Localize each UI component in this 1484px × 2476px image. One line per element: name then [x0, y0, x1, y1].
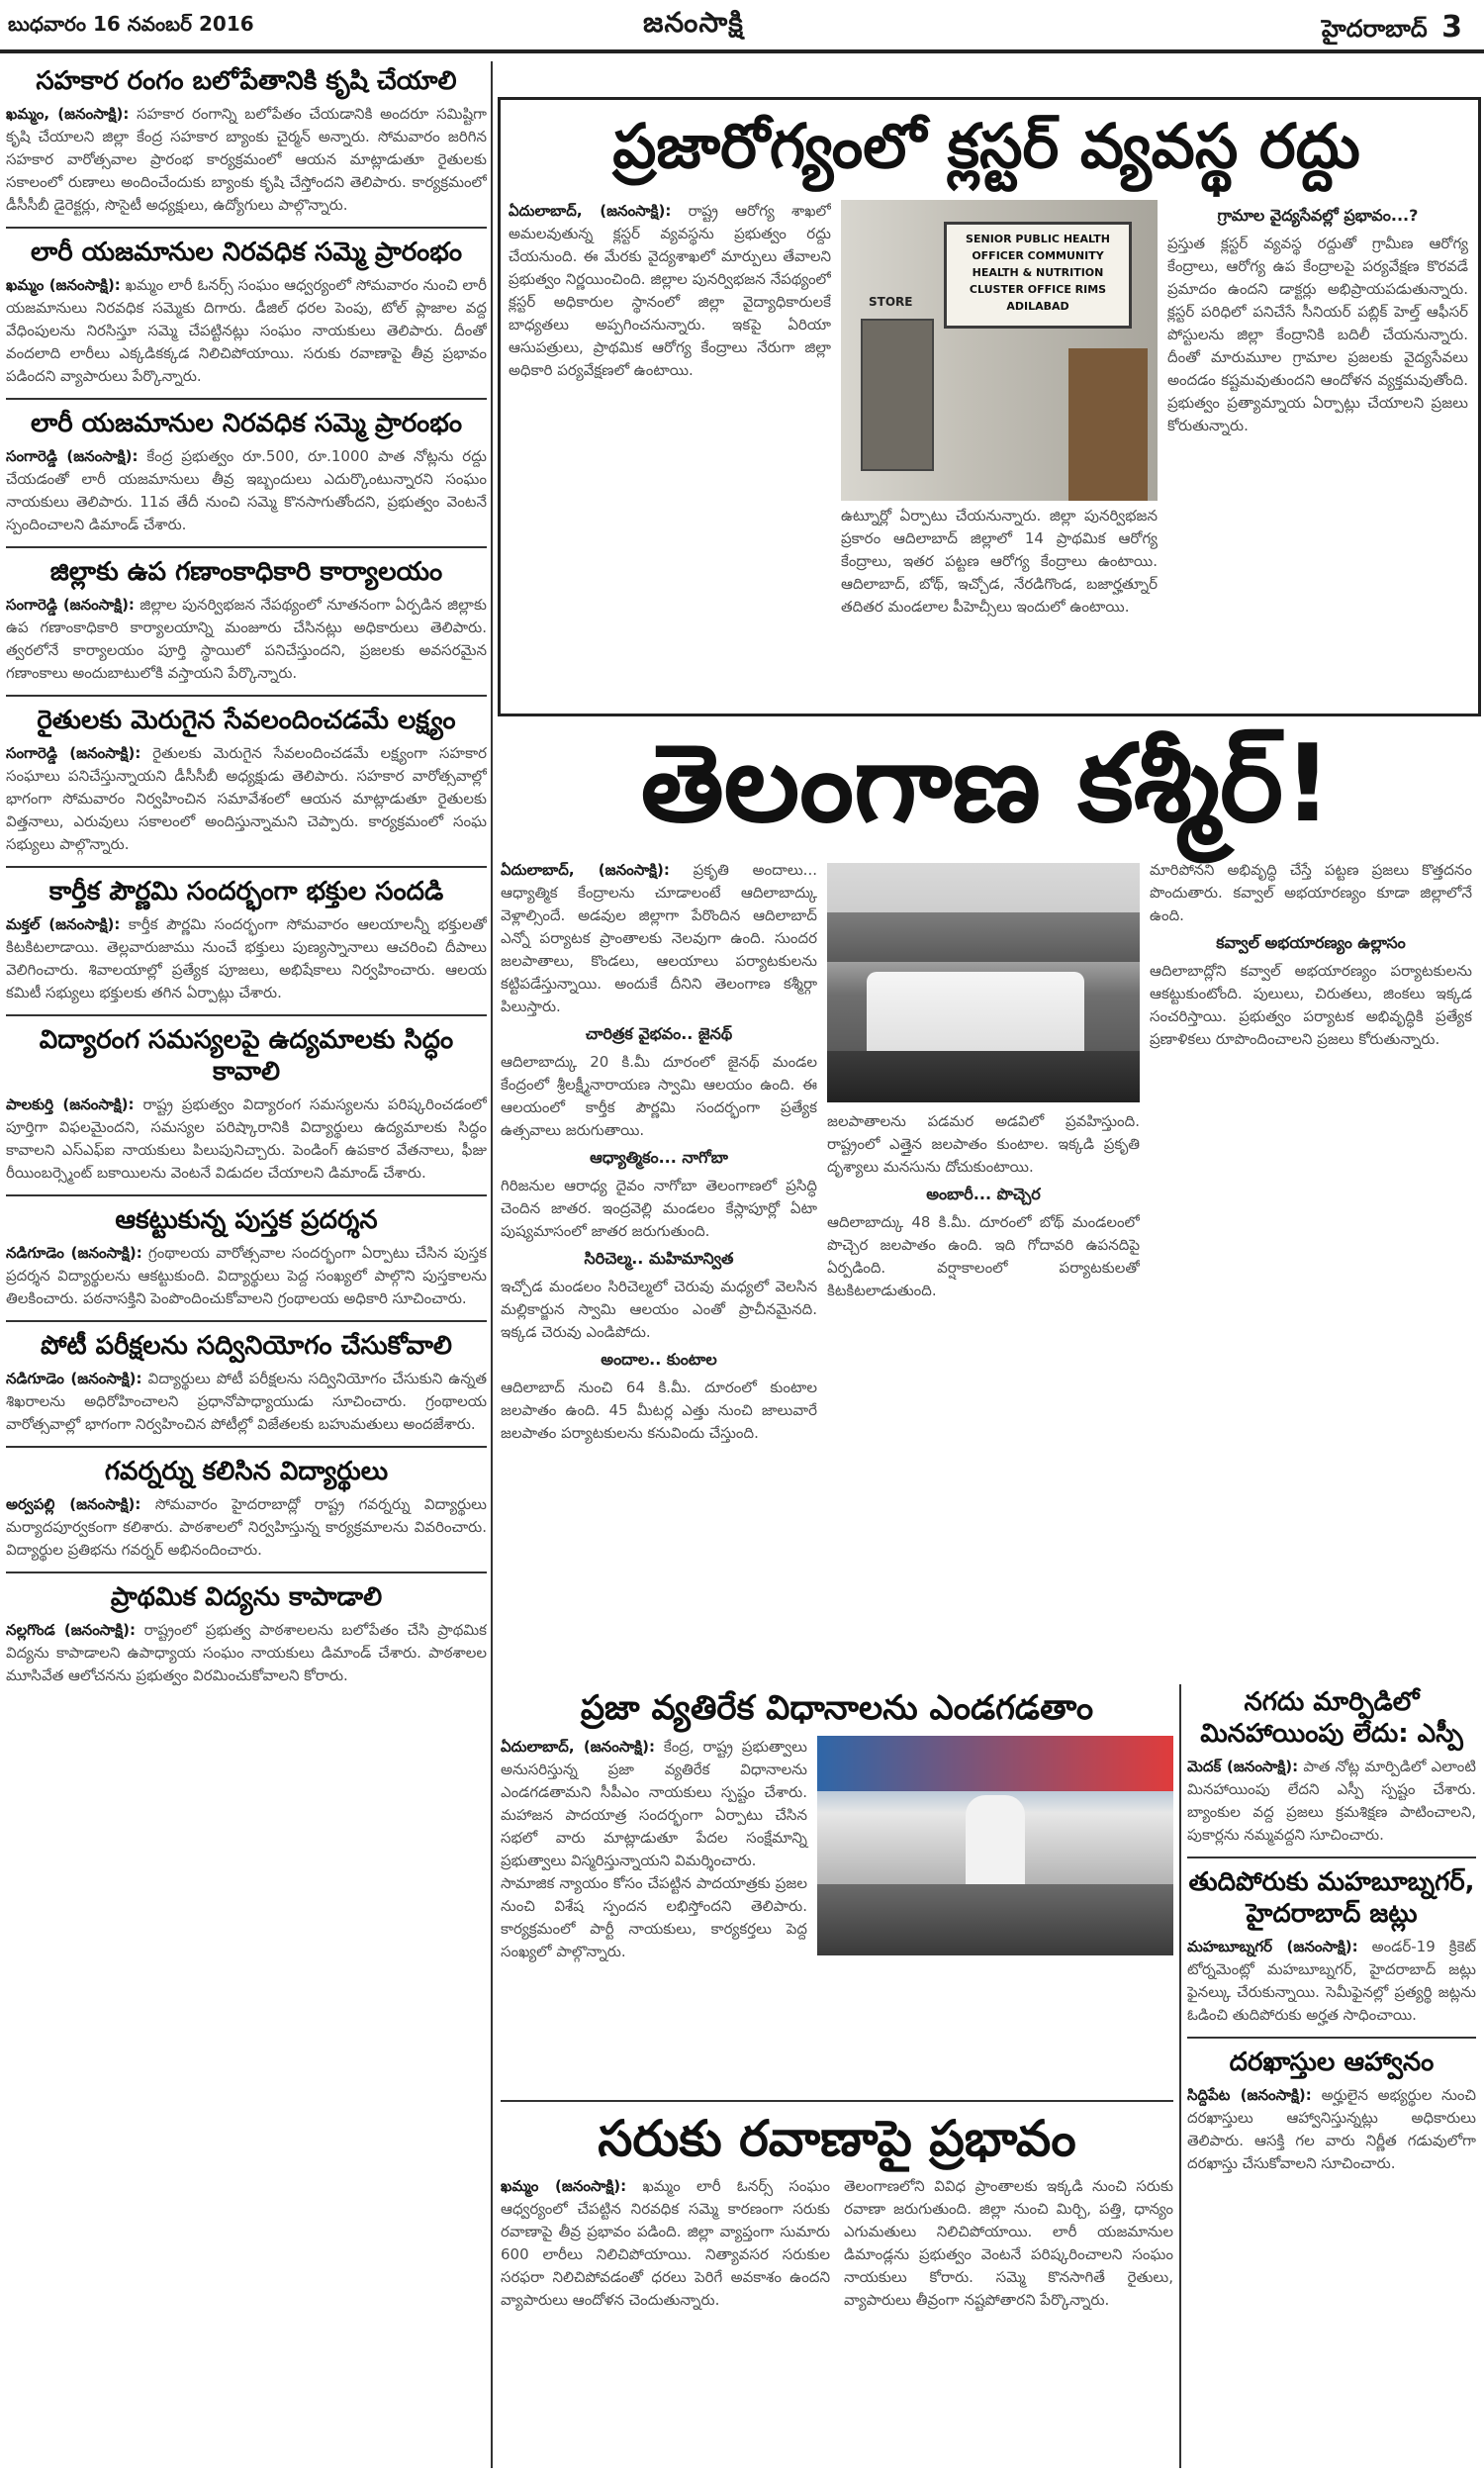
body-text: గ్రంథాలయ వారోత్సవాల సందర్భంగా ఏర్పాటు చేసిన పుస్తక ప్రదర్శన విద్యార్థులను ఆకట్టుకుంది. విద్యార్థులు పెద్ద సంఖ్యలో పాల్గొని పుస్తకాలను తిలకించారు. పఠనాసక్తిని పెంపొందించుకోవాలని గ్రంథాలయ అధికారి సూచించారు.: [6, 1244, 487, 1307]
masthead: [0, 0, 1484, 51]
clinic-photo: [841, 200, 1158, 501]
divider: [6, 1194, 487, 1196]
dateline: ఏదులాబాద్, (జనంసాక్షి):: [509, 202, 672, 220]
top-story-col1: [509, 200, 831, 703]
top-story-col3: [1167, 200, 1468, 703]
article-body: మారిపోనని అభివృద్ధి చేస్తే పట్టణ ప్రజలు కొత్తదనం పొందుతారు. కవ్వాల్ అభయారణ్యం కూడా జిల్లాలోనే ఉంది.: [1150, 861, 1472, 924]
store-door: [861, 319, 934, 471]
headline: లారీ యజమానుల నిరవధిక సమ్మె ప్రారంభం: [30, 409, 463, 438]
article-body: [1187, 2084, 1476, 2175]
subhead: సిరిచెల్మ.. మహిమాన్విత: [584, 1249, 734, 1268]
article-lorry-khammam: [6, 237, 487, 388]
body-text: పాత నోట్ల మార్పిడిలో ఎలాంటి మినహాయింపు లేదని ఎస్పీ స్పష్టం చేశారు. బ్యాంకుల వద్ద ప్రజలు క్రమశిక్షణ పాటించాలని, పుకార్లను నమ్మవద్దని సూచించారు.: [1187, 1758, 1476, 1844]
article-body: [6, 594, 487, 685]
kashmir-headline: తెలంగాణ కశ్మీర్!: [640, 722, 1333, 846]
signboard: SENIOR PUBLIC HEALTH OFFICER COMMUNITY HEALTH & NUTRITION CLUSTER OFFICE RIMS ADILABAD: [944, 222, 1132, 329]
dateline: ఖమ్మం (జనంసాక్షి):: [501, 2177, 627, 2195]
divider: [1187, 2037, 1476, 2039]
headline: తుదిపోరుకు మహబూబ్నగర్, హైదరాబాద్ జట్లు: [1188, 1867, 1475, 1929]
column-divider: [491, 61, 493, 2468]
page-number: 3: [1441, 10, 1462, 45]
article-nagadu: [1187, 1686, 1476, 1847]
subhead: చారిత్రక వైభవం.. జైనథ్: [585, 1024, 733, 1043]
dateline: ఏదులాబాద్, (జనంసాక్షి):: [501, 861, 670, 879]
divider: [6, 1571, 487, 1573]
store-label: STORE: [869, 295, 913, 309]
article-vidyaranga: [6, 1024, 487, 1185]
article-prathamika: [6, 1581, 487, 1687]
divider: [6, 1320, 487, 1322]
article-body: [6, 274, 487, 388]
rocks: [827, 1051, 1140, 1102]
issue-date: బుధవారం 16 నవంబర్ 2016: [8, 12, 254, 36]
headline: జిల్లాకు ఉప గణాంకాధికారి కార్యాలయం: [49, 557, 443, 587]
article-body: [1187, 1756, 1476, 1847]
body-text: ఖమ్మం లారీ ఓనర్స్ సంఘం ఆధ్వర్యంలో సోమవారం నుంచి లారీ యజమానులు నిరవధిక సమ్మెకు దిగారు. డీజిల్ ధరల పెంపు, టోల్ ప్లాజాల వద్ద వేధింపులను నిరసిస్తూ సమ్మె చేపట్టినట్లు సంఘం నాయకులు తెలిపారు. దీంతో వందలాది లారీలు ఎక్కడికక్కడ నిలిచిపోయాయి. సరుకు రవాణాపై తీవ్ర ప్రభావం పడిందని వ్యాపారులు పేర్కొన్నారు.: [6, 276, 487, 385]
divider: [6, 1446, 487, 1448]
body-text: రైతులకు మెరుగైన సేవలందించడమే లక్ష్యంగా సహకార సంఘాలు పనిచేస్తున్నాయని డీసీసీబీ అధ్యక్షుడు తెలిపారు. సహకార వారోత్సవాల్లో భాగంగా సోమవారం నిర్వహించిన సమావేశంలో ఆయన మాట్లాడుతూ రైతులకు విత్తనాలు, ఎరువులు సకాలంలో అందిస్తున్నామని చెప్పారు. కార్యక్రమంలో సంఘ సభ్యులు పాల్గొన్నారు.: [6, 744, 487, 853]
article-body: గిరిజనుల ఆరాధ్య దైవం నాగోబా తెలంగాణలో ప్రసిద్ధి చెందిన జాతర. ఇంద్రవెల్లి మండలం కేస్లాపూర్లో ఏటా పుష్యమాసంలో జాతర జరుగుతుంది.: [501, 1177, 817, 1240]
dateline: సంగారెడ్డి (జనంసాక్షి):: [6, 596, 135, 614]
article-body: [501, 859, 817, 1018]
headline: ఆకట్టుకున్న పుస్తక ప్రదర్శన: [115, 1205, 378, 1235]
treeline: [827, 912, 1140, 962]
headline: గవర్నర్ను కలిసిన విద్యార్థులు: [104, 1457, 389, 1486]
article-body: [501, 2175, 830, 2312]
article-body: [6, 445, 487, 536]
article-body: ప్రస్తుత క్లస్టర్ వ్యవస్థ రద్దుతో గ్రామీణ ఆరోగ్య కేంద్రాలు, ఆరోగ్య ఉప కేంద్రాలపై పర్యవేక్షణ కొరవడే ప్రమాదం ఉందని డాక్టర్లు అభిప్రాయపడుతున్నారు. క్లస్టర్ పరిధిలో పనిచేసే సీనియర్ పబ్లిక్ హెల్త్ ఆఫీసర్ పోస్టులను జిల్లా కేంద్రానికి బదిలీ చేయనున్నారు. దీంతో మారుమూల గ్రామాల ప్రజలకు వైద్యసేవలు అందడం కష్టమవుతుందని ఆందోళన వ్యక్తమవుతోంది. ప్రభుత్వం ప్రత్యామ్నాయ ఏర్పాట్లు చేయాలని ప్రజలు కోరుతున్నారు.: [1167, 235, 1468, 434]
subhead: ఆధ్యాత్మికం... నాగోబా: [590, 1148, 728, 1167]
waterfall-photo: [827, 863, 1140, 1102]
headline: నగదు మార్పిడిలో మినహాయింపు లేదు: ఎస్పీ: [1200, 1687, 1463, 1749]
dateline: మహబూబ్నగర్ (జనంసాక్షి):: [1187, 1938, 1358, 1955]
divider: [6, 227, 487, 229]
divider: [6, 398, 487, 400]
body-text: రాష్ట్రంలో ప్రభుత్వ పాఠశాలలను బలోపేతం చేసి ప్రాథమిక విద్యను కాపాడాలని ఉపాధ్యాయ సంఘం నాయకులు డిమాండ్ చేశారు. పాఠశాలల మూసివేత ఆలోచనను ప్రభుత్వం విరమించుకోవాలని కోరారు.: [6, 1621, 487, 1684]
article-tudi: [1187, 1866, 1476, 2027]
divider: [1187, 1857, 1476, 1858]
body-text: కేంద్ర, రాష్ట్ర ప్రభుత్వాలు అనుసరిస్తున్న ప్రజా వ్యతిరేక విధానాలను ఎండగడతామని సీపీఎం నాయకులు స్పష్టం చేశారు. మహాజన పాదయాత్ర సందర్భంగా ఏర్పాటు చేసిన సభలో వారు మాట్లాడుతూ పేదల సంక్షేమాన్ని ప్రభుత్వాలు విస్మరిస్తున్నాయని విమర్శించారు.: [501, 1738, 807, 1869]
edition-city: హైదరాబాద్: [1321, 15, 1428, 43]
banner: [817, 1736, 1173, 1791]
top-story-col2: [841, 505, 1158, 703]
headline: రైతులకు మెరుగైన సేవలందించడమే లక్ష్యం: [37, 706, 456, 735]
subhead: అంబారీ... పొచ్చెర: [926, 1185, 1041, 1203]
article-body: ఆదిలాబాద్ నుంచి 64 కి.మీ. దూరంలో కుంటాల జలపాతం ఉంది. 45 మీటర్ల ఎత్తు నుంచి జాలువారే జలపాతం పర్యాటకులను కనువిందు చేస్తుంది.: [501, 1379, 817, 1442]
divider: [6, 866, 487, 868]
headline: లారీ యజమానుల నిరవధిక సమ్మె ప్రారంభం: [30, 238, 463, 267]
dateline: మెదక్ (జనంసాక్షి):: [1187, 1758, 1299, 1775]
column-divider: [1179, 1684, 1181, 2468]
article-governor: [6, 1456, 487, 1562]
article-raitulu: [6, 705, 487, 856]
article-body: జలపాతాలను పడమర అడవిలో ప్రవహిస్తుంది. రాష్ట్రంలో ఎత్తైన జలపాతం కుంటాల. ఇక్కడి ప్రకృతి దృశ్యాలు మనసును దోచుకుంటాయి.: [827, 1112, 1140, 1176]
kashmir-col1: [501, 859, 817, 1680]
body-text: అర్హులైన అభ్యర్థుల నుంచి దరఖాస్తులు ఆహ్వానిస్తున్నట్లు అధికారులు తెలిపారు. ఆసక్తి గల వారు నిర్ణీత గడువులోగా దరఖాస్తు చేసుకోవాలని సూచించారు.: [1187, 2086, 1476, 2172]
body-text: సహకార రంగాన్ని బలోపేతం చేయడానికి అందరూ సమిష్టిగా కృషి చేయాలని జిల్లా కేంద్ర సహకార బ్యాంకు చైర్మన్ అన్నారు. సోమవారం జరిగిన సహకార వారోత్సవాల ప్రారంభ కార్యక్రమంలో ఆయన మాట్లాడుతూ రైతులకు సకాలంలో రుణాలు అందించేందుకు బ్యాంకు కృషి చేస్తోందని తెలిపారు. కార్యక్రమంలో డీసీసీబీ డైరెక్టర్లు, సొసైటీ అధ్యక్షులు, ఉద్యోగులు పాల్గొన్నారు.: [6, 105, 487, 214]
kashmir-col3: [1150, 859, 1472, 1680]
headline: దరఖాస్తుల ఆహ్వానం: [1229, 2047, 1435, 2077]
body-text: రాష్ట్ర ప్రభుత్వం విద్యారంగ సమస్యలను పరిష్కరించడంలో పూర్తిగా విఫలమైందని, సమస్యల పరిష్కారానికి విద్యార్థులు ఉద్యమాలకు సిద్ధం కావాలని ఎస్ఎఫ్ఐ నాయకులు పిలుపునిచ్చారు. పెండింగ్ ఉపకార వేతనాలు, ఫీజు రీయింబర్స్మెంట్ బకాయిలను వెంటనే విడుదల చేయాలని డిమాండ్ చేశారు.: [6, 1095, 487, 1182]
left-column: [6, 61, 487, 2468]
article-body: [6, 103, 487, 217]
kashmir-col2: [827, 1110, 1140, 1680]
headline: విద్యారంగ సమస్యలపై ఉద్యమాలకు సిద్ధం కావాలి: [39, 1025, 454, 1087]
article-body: [1187, 1936, 1476, 2027]
article-body: [6, 742, 487, 856]
dateline: ఖమ్మం (జనంసాక్షి):: [6, 276, 121, 294]
body-text: కార్తీక పౌర్ణమి సందర్భంగా సోమవారం ఆలయాలన్నీ భక్తులతో కిటకిటలాడాయి. తెల్లవారుజాము నుంచే భక్తులు పుణ్యస్నానాలు ఆచరించి దీపాలు వెలిగించారు. శివాలయాల్లో ప్రత్యేక పూజలు, అభిషేకాలు నిర్వహించారు. ఆలయ కమిటీ సభ్యులు భక్తులకు తగిన ఏర్పాట్లు చేశారు.: [6, 915, 487, 1001]
subhead: అందాల.. కుంటాల: [601, 1350, 717, 1369]
divider: [6, 546, 487, 548]
saruku-story: [501, 2104, 1173, 2468]
article-sahakara: [6, 65, 487, 217]
divider: [501, 2100, 1173, 2102]
article-body: సామాజిక న్యాయం కోసం చేపట్టిన పాదయాత్రకు ప్రజల నుంచి విశేష స్పందన లభిస్తోందని తెలిపారు. కార్యక్రమంలో పార్టీ నాయకులు, కార్యకర్తలు పెద్ద సంఖ్యలో పాల్గొన్నారు.: [501, 1874, 807, 1960]
dateline: సంగారెడ్డి (జనంసాక్షి):: [6, 744, 141, 762]
article-body: తెలంగాణలోని వివిధ ప్రాంతాలకు ఇక్కడి నుంచి సరుకు రవాణా జరుగుతుంది. జిల్లా నుంచి మిర్చి, పత్తి, ధాన్యం ఎగుమతులు నిలిచిపోయాయి. లారీ యజమానుల డిమాండ్లను ప్రభుత్వం వెంటనే పరిష్కరించాలని సంఘం నాయకులు కోరారు. సమ్మె కొనసాగితే రైతులు, వ్యాపారులు తీవ్రంగా నష్టపోతారని పేర్కొన్నారు.: [844, 2177, 1173, 2309]
body-text: విద్యార్థులు పోటీ పరీక్షలను సద్వినియోగం చేసుకుని ఉన్నత శిఖరాలను అధిరోహించాలని ప్రధానోపాధ్యాయుడు సూచించారు. గ్రంథాలయ వారోత్సవాల్లో భాగంగా నిర్వహించిన పోటీల్లో విజేతలకు బహుమతులు అందజేశారు.: [6, 1370, 487, 1433]
article-karthika: [6, 876, 487, 1004]
dateline: అర్వపల్లి (జనంసాక్షి):: [6, 1495, 141, 1513]
divider: [6, 1014, 487, 1016]
headline: ప్రజా వ్యతిరేక విధానాలను ఎండగడతాం: [580, 1688, 1094, 1728]
article-body: ఉట్నూర్లో ఏర్పాటు చేయనున్నారు. జిల్లా పునర్విభజన ప్రకారం ఆదిలాబాద్ జిల్లాలో 14 ప్రాథమిక ఆరోగ్య కేంద్రాలు, ఇతర పట్టణ ఆరోగ్య కేంద్రాలు ఉంటాయి. ఆదిలాబాద్, బోథ్, ఇచ్చోడ, నేరడిగొండ, బజార్హత్నూర్ తదితర మండలాల పీహెచ్సీలు ఇందులో ఉంటాయి.: [841, 507, 1158, 616]
article-body: [6, 1368, 487, 1436]
article-body: [509, 200, 831, 382]
masthead-rule: [0, 49, 1484, 53]
newspaper-name: జనంసాక్షి: [643, 6, 744, 39]
body-text: సోమవారం హైదరాబాద్లో రాష్ట్ర గవర్నర్ను విద్యార్థులు మర్యాదపూర్వకంగా కలిశారు. పాఠశాలలో నిర్వహిస్తున్న కార్యక్రమాలను వివరించారు. విద్యార్థుల ప్రతిభను గవర్నర్ అభినందించారు.: [6, 1495, 487, 1559]
headline: సహకార రంగం బలోపేతానికి కృషి చేయాలి: [36, 66, 457, 96]
top-story-headline: ప్రజారోగ్యంలో క్లస్టర్ వ్యవస్థ రద్దు: [612, 110, 1360, 182]
subhead: గ్రామాల వైద్యసేవల్లో ప్రభావం...?: [1217, 206, 1419, 225]
headline: సరుకు రవాణాపై ప్రభావం: [598, 2110, 1076, 2167]
article-body: ఆదిలాబాద్కు 48 కి.మీ. దూరంలో బోథ్ మండలంలో పొచ్చెర జలపాతం ఉంది. ఇది గోదావరి ఉపనదిపై ఏర్పడింది. వర్షాకాలంలో పర్యాటకులతో కిటకిటలాడుతుంది.: [827, 1213, 1140, 1299]
dateline: సిద్దిపేట (జనంసాక్షి):: [1187, 2086, 1312, 2104]
saruku-columns: [501, 2175, 1173, 2312]
subhead: కవ్వాల్ అభయారణ్యం ఉల్లాసం: [1216, 933, 1406, 952]
article-body: [6, 913, 487, 1004]
divider: [6, 695, 487, 697]
article-body: ఆదిలాబాద్కు 20 కి.మీ దూరంలో జైనథ్ మండల కేంద్రంలో శ్రీలక్ష్మీనారాయణ స్వామి ఆలయం ఉంది. ఈ ఆలయంలో కార్తీక పౌర్ణమి సందర్భంగా ప్రత్యేక ఉత్సవాలు జరుగుతాయి.: [501, 1053, 817, 1139]
body-text: రాష్ట్ర ఆరోగ్య శాఖలో అమలవుతున్న క్లస్టర్ వ్యవస్థను ప్రభుత్వం రద్దు చేయనుంది. ఈ మేరకు వైద్యశాఖలో మార్పులు తేవాలని ప్రభుత్వం నిర్ణయించింది. జిల్లాల పునర్విభజన నేపథ్యంలో క్లస్టర్ అధికారుల స్థానంలో జిల్లా వైద్యాధికారులకే బాధ్యతలు అప్పగించనున్నారు. ఇకపై ఏరియా ఆసుపత్రులు, ప్రాథమిక ఆరోగ్య కేంద్రాలు నేరుగా జిల్లా అధికారి పర్యవేక్షణలో ఉంటాయి.: [509, 202, 831, 379]
body-text: ఖమ్మం లారీ ఓనర్స్ సంఘం ఆధ్వర్యంలో చేపట్టిన నిరవధిక సమ్మె కారణంగా సరుకు రవాణాపై తీవ్ర ప్రభావం పడింది. జిల్లా వ్యాప్తంగా సుమారు 600 లారీలు నిలిచిపోయాయి. నిత్యావసర సరుకుల సరఫరా నిలిచిపోవడంతో ధరలు పెరిగే అవకాశం ఉందని వ్యాపారులు ఆందోళన చెందుతున్నారు.: [501, 2177, 830, 2309]
audience: [817, 1884, 1173, 1955]
dateline: నల్లగొండ (జనంసాక్షి):: [6, 1621, 136, 1639]
wooden-door: [1068, 348, 1148, 501]
right-lower-column: [1187, 1682, 1476, 2468]
article-ganankadhikari: [6, 556, 487, 685]
article-pustaka: [6, 1204, 487, 1310]
article-darakhastu: [1187, 2047, 1476, 2175]
article-body: [6, 1619, 487, 1687]
dateline: పాలకుర్తి (జనంసాక్షి):: [6, 1095, 135, 1113]
article-body: [6, 1242, 487, 1310]
body-text: జిల్లాల పునర్విభజన నేపథ్యంలో నూతనంగా ఏర్పడిన జిల్లాకు ఉప గణాంకాధికారి కార్యాలయాన్ని మంజూరు చేసినట్లు అధికారులు తెలిపారు. త్వరలోనే కార్యాలయం పూర్తి స్థాయిలో పనిచేస్తుందని, ప్రజలకు అవసరమైన గణాంకాలు అందుబాటులోకి వస్తాయని పేర్కొన్నారు.: [6, 596, 487, 682]
article-body: ఆదిలాబాద్లోని కవ్వాల్ అభయారణ్యం పర్యాటకులను ఆకట్టుకుంటోంది. పులులు, చిరుతలు, జింకలు ఇక్కడ సంచరిస్తాయి. ప్రభుత్వం పర్యాటక అభివృద్ధికి ప్రత్యేక ప్రణాళికలు రూపొందించాలని ప్రజలు కోరుతున్నారు.: [1150, 962, 1472, 1048]
body-text: కేంద్ర ప్రభుత్వం రూ.500, రూ.1000 పాత నోట్లను రద్దు చేయడంతో లారీ యజమానులు తీవ్ర ఇబ్బందులు ఎదుర్కొంటున్నారని సంఘం నాయకులు తెలిపారు. 11వ తేదీ నుంచి సమ్మె కొనసాగుతోందని, ప్రభుత్వం వెంటనే స్పందించాలని డిమాండ్ చేశారు.: [6, 447, 487, 533]
dateline: నడిగూడెం (జనంసాక్షి):: [6, 1370, 142, 1387]
dateline: నడిగూడెం (జనంసాక్షి):: [6, 1244, 142, 1262]
dateline: సంగారెడ్డి (జనంసాక్షి):: [6, 447, 139, 465]
article-lorry-sangareddy: [6, 408, 487, 536]
article-body: [6, 1493, 487, 1562]
article-body: ఇచ్చోడ మండలం సిరిచెల్మలో చెరువు మధ్యలో వెలసిన మల్లికార్జున స్వామి ఆలయం ఎంతో ప్రాచీనమైనది. ఇక్కడ చెరువు ఎండిపోదు.: [501, 1278, 817, 1341]
headline: కార్తీక పౌర్ణమి సందర్భంగా భక్తుల సందడి: [48, 877, 444, 906]
mid-story: [501, 1682, 1173, 2098]
dateline: మక్తల్ (జనంసాక్షి):: [6, 915, 121, 933]
page-edition: [1322, 10, 1462, 48]
headline: ప్రాథమిక విద్యను కాపాడాలి: [110, 1582, 383, 1612]
article-poti: [6, 1330, 487, 1436]
body-text: అండర్-19 క్రికెట్ టోర్నమెంట్లో మహబూబ్నగర్, హైదరాబాద్ జట్లు ఫైనల్కు చేరుకున్నాయి. సెమీఫైనల్లో ప్రత్యర్థి జట్లను ఓడించి తుదిపోరుకు అర్హత సాధించాయి.: [1187, 1938, 1476, 2024]
article-body: [6, 1094, 487, 1185]
headline: పోటీ పరీక్షలను సద్వినియోగం చేసుకోవాలి: [41, 1331, 452, 1361]
dateline: ఏదులాబాద్, (జనంసాక్షి):: [501, 1738, 655, 1756]
dateline: ఖమ్మం, (జనంసాక్షి):: [6, 105, 130, 123]
body-text: ప్రకృతి అందాలు... ఆధ్యాత్మిక కేంద్రాలను చూడాలంటే ఆదిలాబాద్కు వెళ్లాల్సిందే. అడవుల జిల్లాగా పేరొందిన ఆదిలాబాద్ ఎన్నో పర్యాటక ప్రాంతాలకు నెలవుగా ఉంది. సుందర జలపాతాలు, కొండలు, ఆలయాలు పర్యాటకులను కట్టిపడేస్తున్నాయి. అందుకే దీనిని తెలంగాణ కశ్మీర్గా పిలుస్తారు.: [501, 861, 817, 1015]
rally-photo: [817, 1736, 1173, 1955]
